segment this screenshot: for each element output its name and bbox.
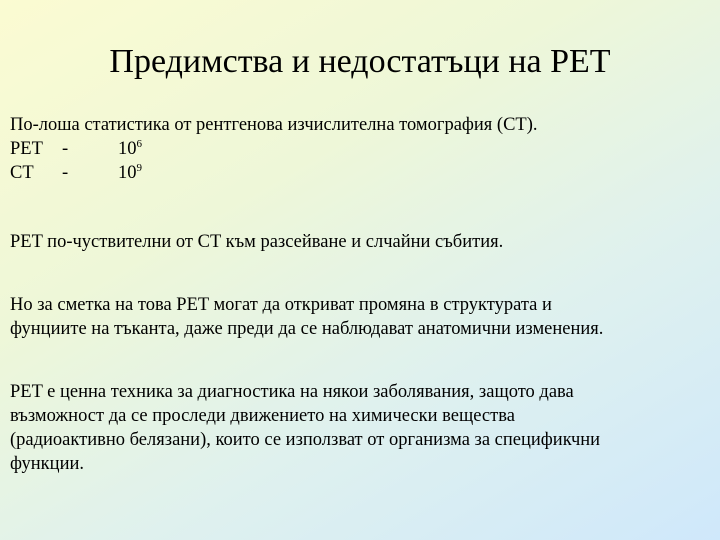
- stat-exponent: 9: [136, 162, 142, 174]
- paragraph-line: фунциите на тъканта, даже преди да се наблюдават анатомични изменения.: [10, 319, 604, 339]
- paragraph-diagnostics: [10, 380, 718, 476]
- paragraph-line: Но за сметка на това PET могат да откриват промяна в структурата и: [10, 295, 552, 315]
- paragraph-sensitivity: PET по-чуствителни от CT към разсейване и слчайни събития.: [10, 232, 504, 252]
- paragraph-line: (радиоактивно белязани), които се използват от организма за спецификчни: [10, 430, 601, 450]
- stat-value: [118, 161, 142, 185]
- paragraph-line: функции.: [10, 454, 84, 474]
- stat-exponent: 6: [136, 138, 142, 150]
- paragraph-line: възможност да се проследи движението на химически вещества: [10, 406, 515, 426]
- intro-text: По-лоша статистика от рентгенова изчислителна томография (CT).: [10, 115, 538, 135]
- slide-title: Предимства и недостатъци на PET: [109, 43, 611, 80]
- stat-row-pet: [10, 137, 718, 161]
- paragraph-line: PET е ценна техника за диагностика на някои заболявания, защото дава: [10, 382, 574, 402]
- stat-dash: -: [62, 163, 69, 183]
- stat-base: 10: [118, 163, 137, 183]
- stat-base: 10: [118, 139, 137, 159]
- stat-label: CT: [10, 163, 34, 183]
- stat-value: [118, 137, 142, 161]
- stat-row-ct: [10, 161, 718, 185]
- stat-label: PET: [10, 139, 43, 159]
- stat-dash: -: [62, 139, 69, 159]
- slide-body: [10, 113, 718, 476]
- paragraph-advantage: [10, 293, 718, 341]
